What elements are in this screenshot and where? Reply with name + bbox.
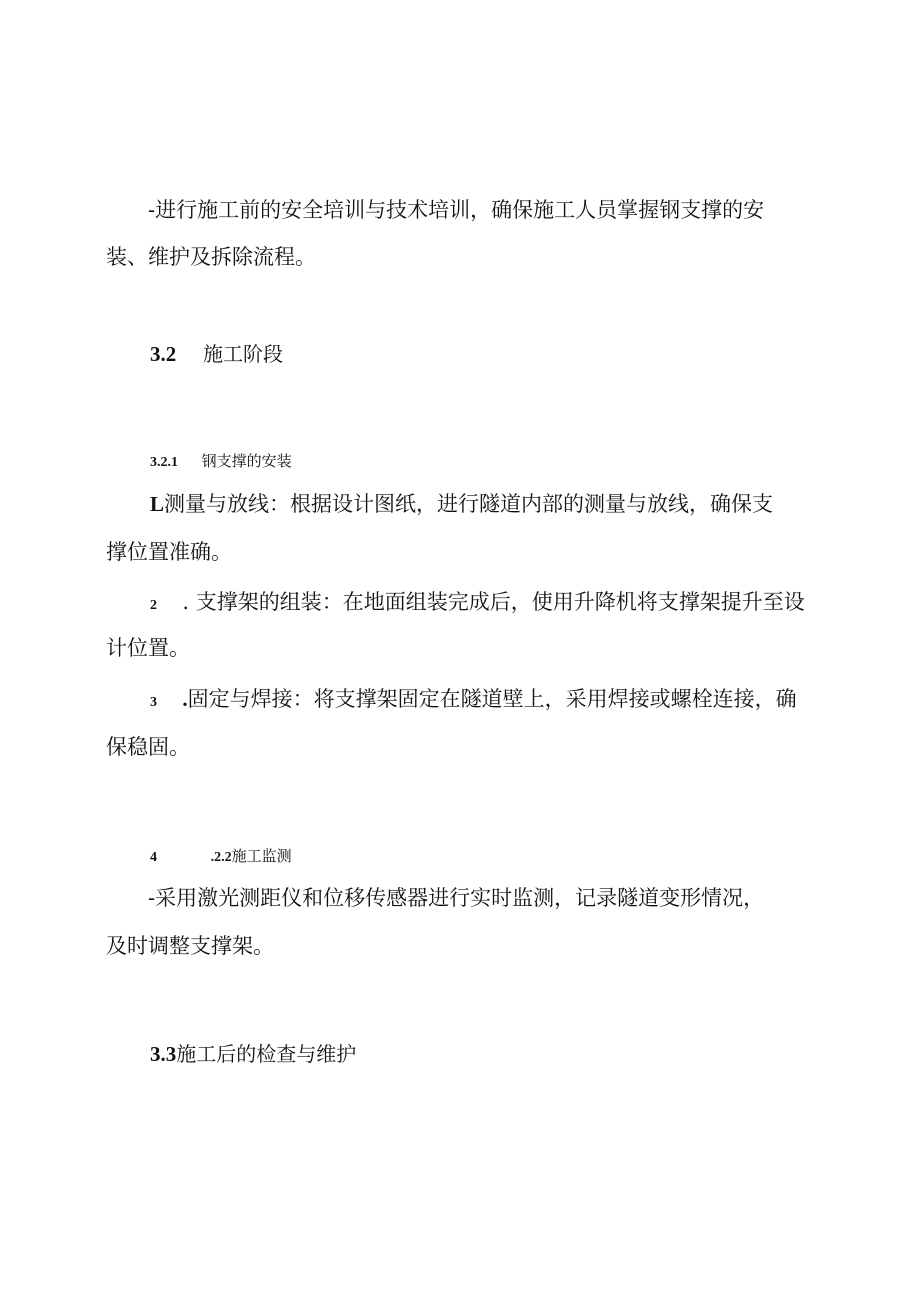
list-item-text: 测量与放线：根据设计图纸，进行隧道内部的测量与放线，确保支 — [164, 492, 774, 516]
subsection-title: 钢支撑的安装 — [201, 452, 292, 470]
section-number: 3.2 — [150, 342, 177, 366]
subsection-title: 施工监测 — [231, 847, 292, 865]
list-item-text: 固定与焊接：将支撑架固定在隧道壁上，采用焊接或螺栓连接，确 — [187, 687, 797, 711]
list-item-2-line-1 — [150, 588, 805, 620]
section-title: 施工阶段 — [202, 342, 283, 366]
list-item-2-line-2: 计位置。 — [106, 636, 190, 660]
subsection-number: 3.2.1 — [150, 455, 178, 470]
section-number: 3.3 — [150, 1042, 177, 1066]
subsection-heading-2-2 — [150, 846, 292, 868]
list-item-3-line-1 — [150, 685, 797, 717]
list-item-number: 2 — [150, 598, 157, 613]
list-item-separator: . — [182, 687, 188, 711]
section-heading-3-2 — [150, 340, 283, 368]
paragraph-monitoring-line-2: 及时调整支撑架。 — [106, 934, 274, 958]
subsection-number-prefix: 4 — [150, 850, 157, 865]
list-item-1-line-2: 撑位置准确。 — [106, 540, 232, 564]
list-item-1-line-1 — [150, 490, 773, 518]
paragraph-training-line-2: 装、维护及拆除流程。 — [106, 245, 316, 269]
list-item-number: L — [150, 492, 165, 516]
subsection-number: .2.2 — [210, 850, 232, 865]
list-item-text: . 支撑架的组装：在地面组装完成后，使用升降机将支撑架提升至设 — [182, 590, 805, 614]
subsection-heading-3-2-1 — [150, 451, 292, 473]
paragraph-training-line-1: -进行施工前的安全培训与技术培训，确保施工人员掌握钢支撑的安 — [148, 198, 765, 222]
list-item-number: 3 — [150, 695, 157, 710]
section-title: 施工后的检查与维护 — [176, 1042, 357, 1066]
section-heading-3-3 — [150, 1040, 356, 1068]
paragraph-monitoring-line-1: -采用激光测距仪和位移传感器进行实时监测，记录隧道变形情况， — [148, 886, 765, 910]
list-item-3-line-2: 保稳固。 — [106, 735, 190, 759]
